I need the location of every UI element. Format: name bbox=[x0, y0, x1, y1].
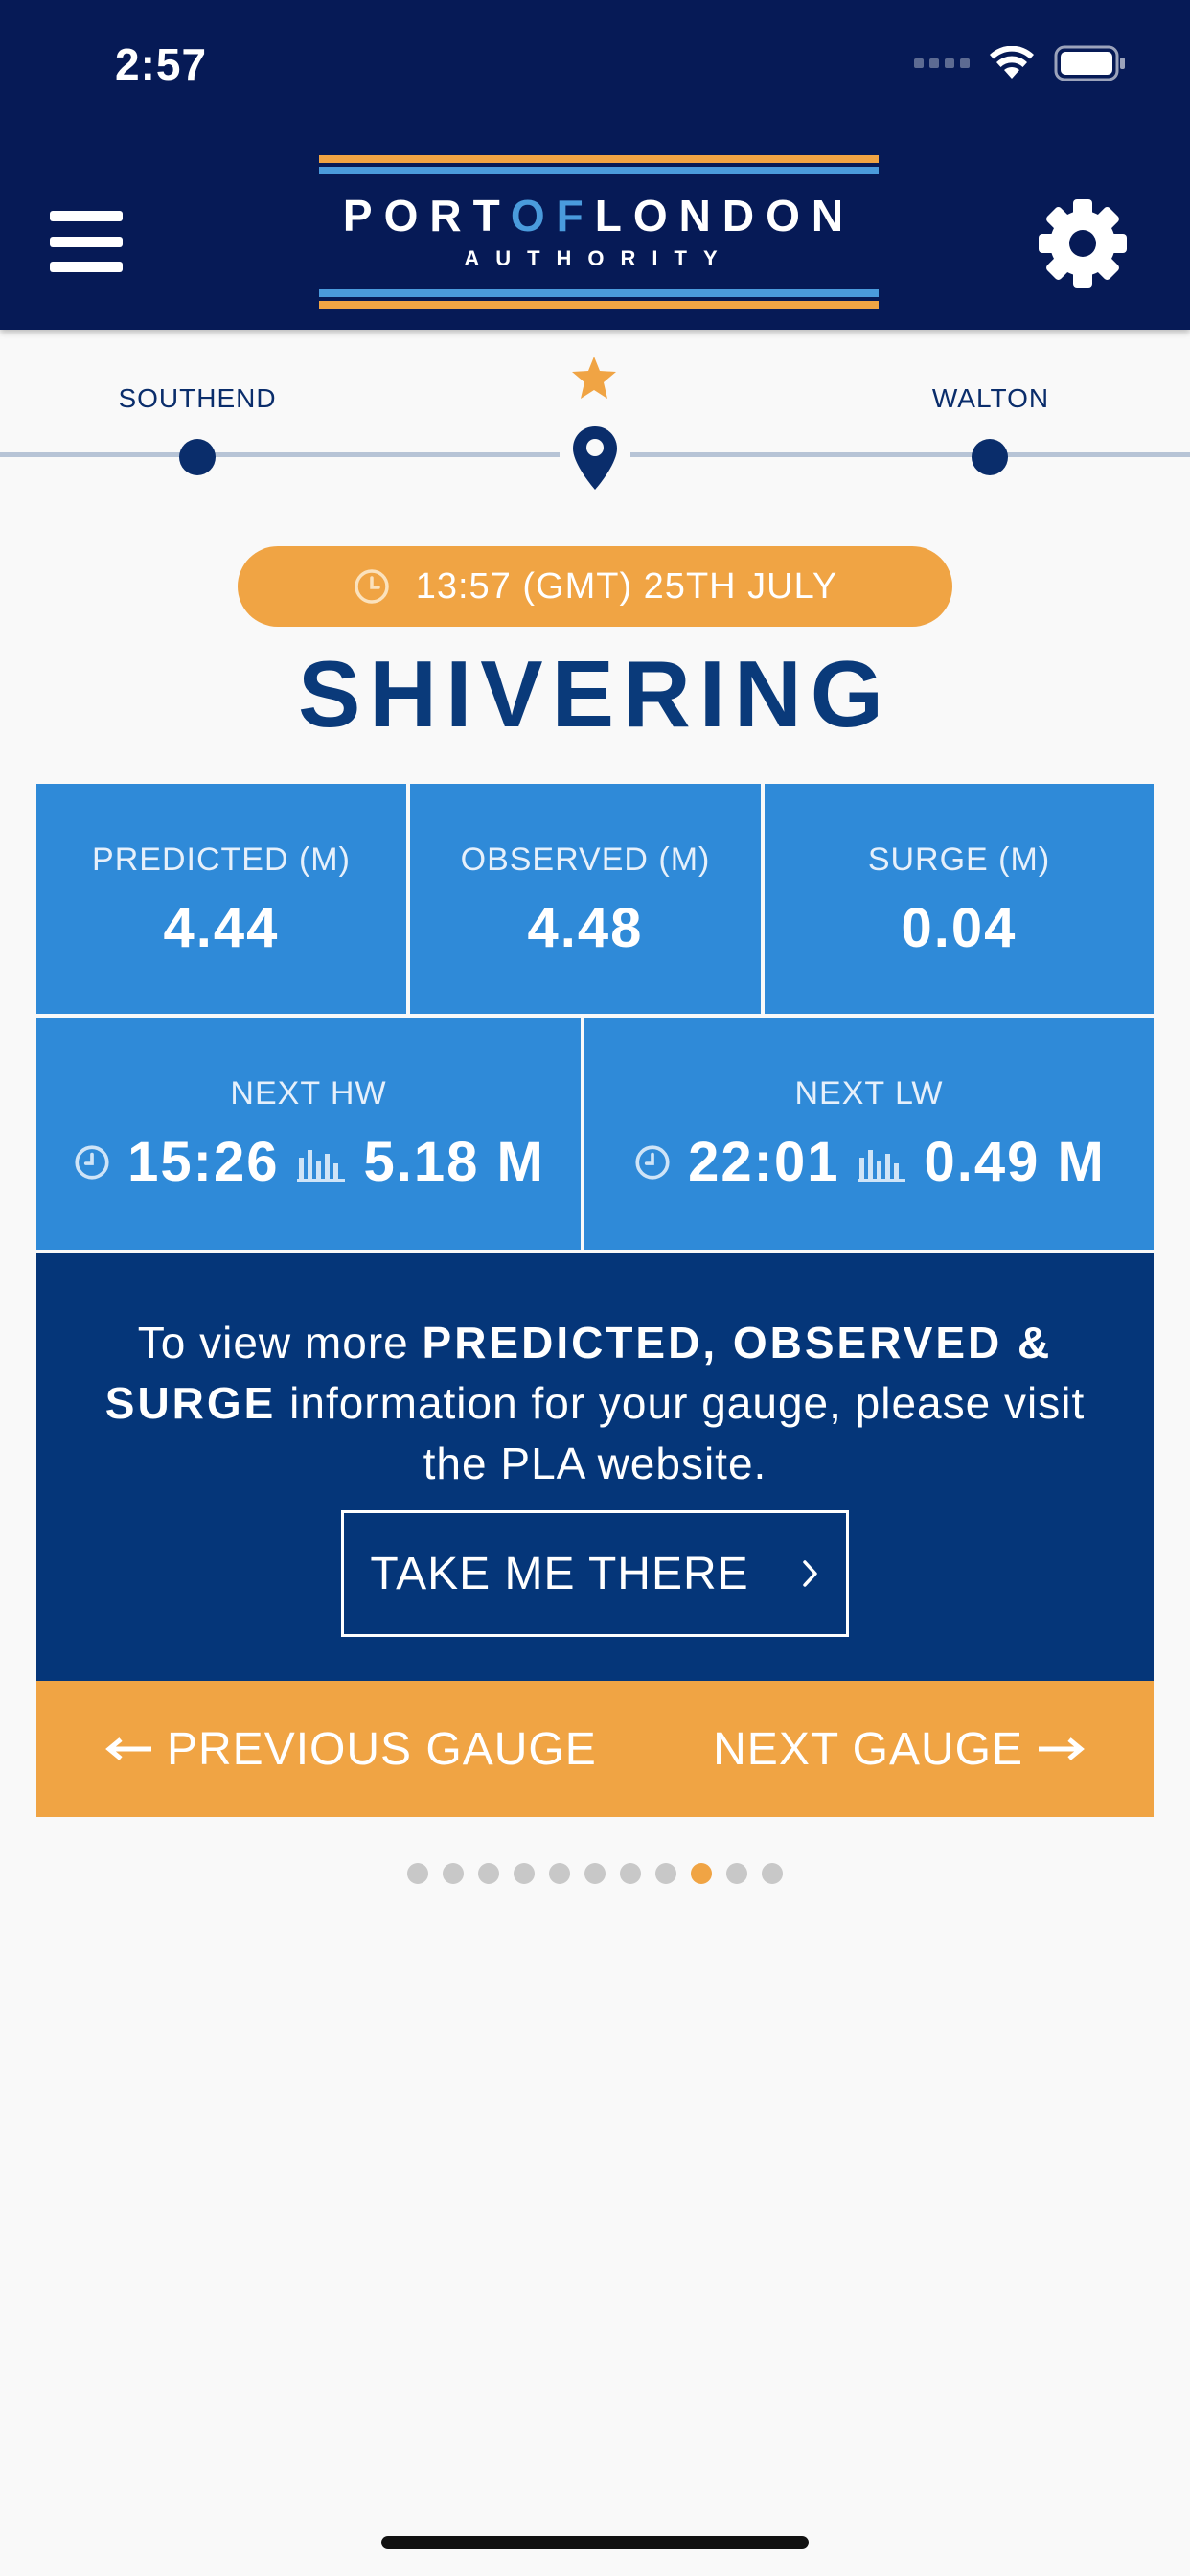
page-dot[interactable] bbox=[620, 1863, 641, 1884]
next-lw-label: NEXT LW bbox=[794, 1075, 944, 1112]
station-dot-next[interactable] bbox=[972, 439, 1008, 475]
next-hw-height: 5.18 M bbox=[363, 1131, 545, 1193]
track-line-left bbox=[0, 452, 560, 457]
previous-gauge-button[interactable] bbox=[105, 1681, 597, 1817]
gear-icon[interactable] bbox=[1035, 196, 1131, 291]
next-gauge-label: NEXT GAUGE bbox=[713, 1723, 1023, 1775]
page-dot[interactable] bbox=[478, 1863, 499, 1884]
map-pin-icon[interactable] bbox=[571, 425, 619, 492]
page-dot[interactable] bbox=[655, 1863, 676, 1884]
info-text: To view more PREDICTED, OBSERVED & SURGE information for your gauge, please visit the PLA website. bbox=[104, 1318, 1086, 1488]
station-dot-previous[interactable] bbox=[179, 439, 216, 475]
next-hw-time: 15:26 bbox=[127, 1131, 280, 1193]
star-icon bbox=[570, 355, 618, 401]
status-time: 2:57 bbox=[115, 39, 208, 89]
observed-label: OBSERVED (M) bbox=[460, 841, 711, 878]
next-hw-label: NEXT HW bbox=[230, 1075, 387, 1112]
next-lw-height: 0.49 M bbox=[924, 1131, 1106, 1193]
page-dot[interactable] bbox=[407, 1863, 428, 1884]
hamburger-icon[interactable] bbox=[50, 211, 123, 272]
page-dot[interactable] bbox=[549, 1863, 570, 1884]
previous-gauge-label: PREVIOUS GAUGE bbox=[167, 1723, 597, 1775]
take-me-there-button[interactable] bbox=[341, 1510, 849, 1637]
observed-tile bbox=[410, 784, 761, 1014]
pla-logo: PORTOFLONDON AUTHORITY bbox=[319, 155, 879, 309]
page-dot[interactable] bbox=[726, 1863, 747, 1884]
predicted-label: PREDICTED (M) bbox=[92, 841, 351, 878]
page-dot[interactable] bbox=[443, 1863, 464, 1884]
wifi-icon bbox=[989, 46, 1035, 80]
surge-label: SURGE (M) bbox=[867, 841, 1051, 878]
status-icons bbox=[914, 42, 1127, 84]
page-dot[interactable] bbox=[584, 1863, 606, 1884]
info-panel bbox=[36, 1254, 1154, 1681]
predicted-value: 4.44 bbox=[163, 897, 280, 959]
predicted-tile bbox=[36, 784, 406, 1014]
timestamp-pill bbox=[238, 546, 952, 627]
gauge-navigation bbox=[36, 1681, 1154, 1817]
observed-value: 4.48 bbox=[527, 897, 644, 959]
gauge-title: SHIVERING bbox=[297, 641, 893, 747]
clock-icon bbox=[72, 1142, 112, 1183]
next-gauge-button[interactable] bbox=[713, 1681, 1085, 1817]
home-indicator[interactable] bbox=[381, 2536, 809, 2549]
page-dot[interactable] bbox=[514, 1863, 535, 1884]
arrow-left-icon bbox=[105, 1736, 153, 1762]
app-header bbox=[0, 0, 1190, 330]
next-hw-tile bbox=[36, 1018, 581, 1250]
surge-value: 0.04 bbox=[901, 897, 1018, 959]
page-indicator bbox=[0, 1863, 1190, 1884]
station-label-next: WALTON bbox=[931, 383, 1050, 413]
track-line-right bbox=[630, 452, 1190, 457]
clock-icon bbox=[353, 567, 391, 606]
bar-chart-icon bbox=[295, 1142, 349, 1183]
next-lw-tile bbox=[584, 1018, 1154, 1250]
clock-icon bbox=[632, 1142, 673, 1183]
page-dot[interactable] bbox=[762, 1863, 783, 1884]
surge-tile bbox=[765, 784, 1154, 1014]
cellular-signal-icon bbox=[914, 58, 970, 68]
timestamp-text: 13:57 (GMT) 25TH JULY bbox=[415, 565, 838, 607]
bar-chart-icon bbox=[856, 1142, 909, 1183]
take-me-there-label: TAKE ME THERE bbox=[370, 1548, 749, 1599]
next-lw-time: 22:01 bbox=[688, 1131, 840, 1193]
station-label-previous: SOUTHEND bbox=[118, 383, 277, 413]
page-dot[interactable] bbox=[691, 1863, 712, 1884]
battery-icon bbox=[1054, 45, 1127, 81]
arrow-right-icon bbox=[1037, 1736, 1085, 1762]
chevron-right-icon bbox=[801, 1558, 820, 1589]
